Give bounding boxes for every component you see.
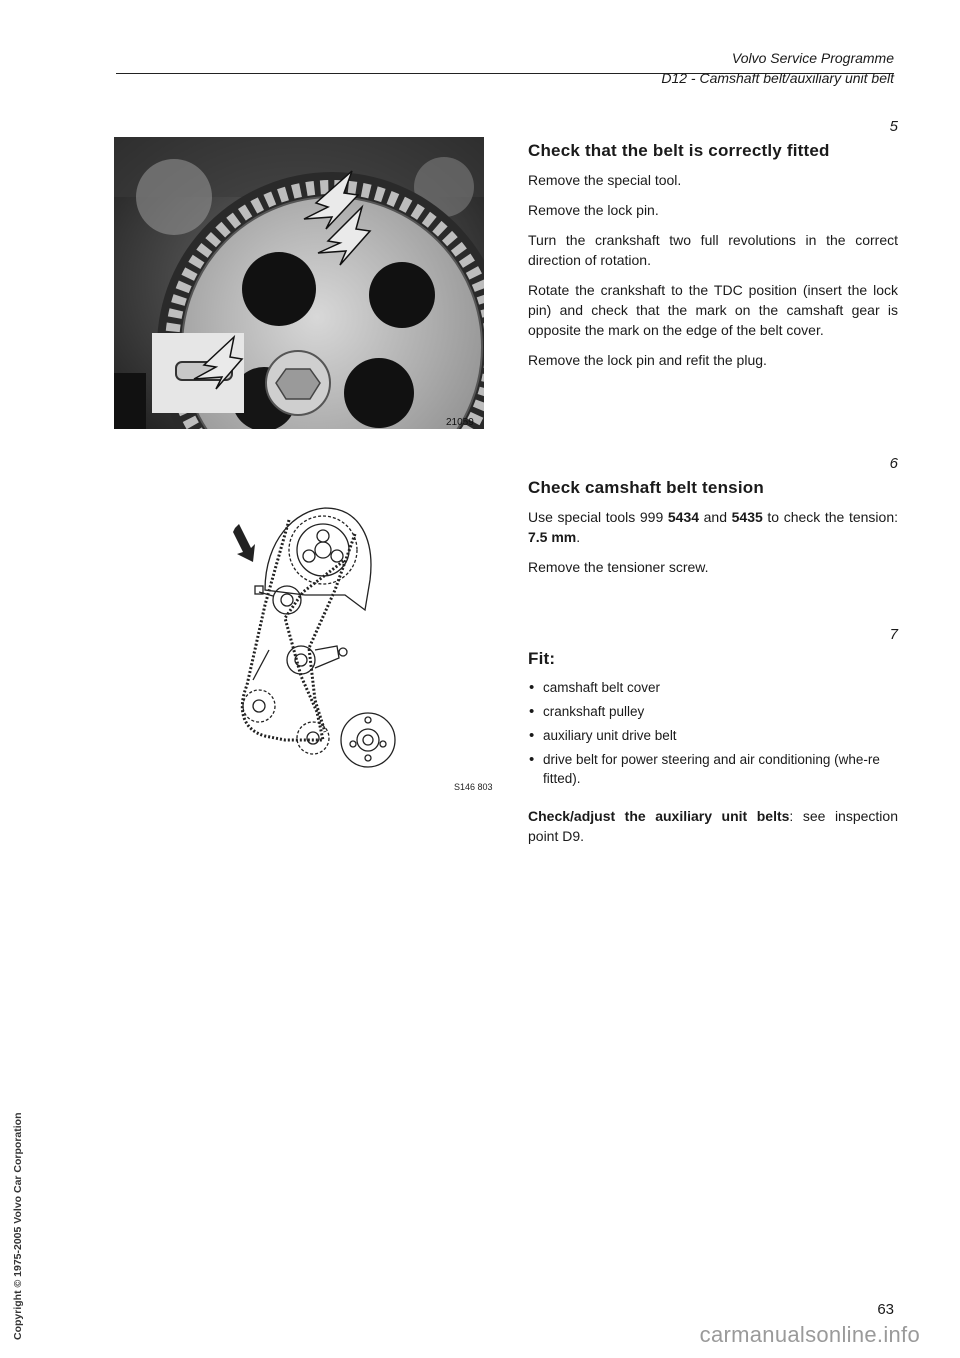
- final-instruction: [528, 806, 898, 846]
- step-number: 5: [889, 118, 898, 135]
- instruction-paragraph: Turn the crankshaft two full revolutions in the correct direction of rotation.: [528, 232, 898, 268]
- instruction-paragraph: Remove the tensioner screw.: [528, 559, 709, 575]
- step-7-section: [528, 626, 898, 856]
- list-item: • drive belt for power steering and air conditioning (whe-re fitted).: [528, 750, 898, 788]
- belt-routing-diagram: [225, 500, 405, 778]
- text-run: : see inspection point D9.: [528, 808, 898, 844]
- list-item: • auxiliary unit drive belt: [528, 726, 898, 745]
- step-title: Check that the belt is correctly fitted: [528, 141, 830, 160]
- header-section-title: D12 - Camshaft belt/auxiliary unit belt: [661, 70, 894, 86]
- page-header: [661, 48, 894, 88]
- copyright-notice: Copyright © 1975-2005 Volvo Car Corporation: [12, 1112, 24, 1340]
- fit-list: [528, 678, 898, 788]
- page-number: 63: [877, 1301, 894, 1318]
- list-item: • crankshaft pulley: [528, 702, 898, 721]
- instruction-paragraph: [528, 507, 898, 547]
- step-5-section: [528, 118, 898, 380]
- instruction-paragraph: Remove the lock pin and refit the plug.: [528, 352, 767, 368]
- diagram-figure-code: S146 803: [454, 782, 493, 792]
- tension-value: 7.5 mm: [528, 529, 577, 545]
- text-run: .: [576, 529, 581, 545]
- header-divider: [116, 73, 894, 74]
- step-number: 7: [889, 626, 898, 643]
- header-programme-title: Volvo Service Programme: [731, 50, 894, 66]
- text-run: to check the tension:: [762, 509, 898, 525]
- instruction-paragraph: Remove the lock pin.: [528, 202, 659, 218]
- text-run: and: [699, 509, 732, 525]
- photo-figure-code: 21059: [446, 417, 474, 428]
- step-title: Check camshaft belt tension: [528, 478, 764, 497]
- step-6-section: [528, 455, 898, 587]
- step-title: Fit:: [528, 649, 556, 668]
- camshaft-gear-photo: [114, 137, 484, 429]
- tool-number: 5434: [667, 509, 700, 525]
- text-run: Use special tools 999: [528, 509, 668, 525]
- instruction-paragraph: Remove the special tool.: [528, 172, 682, 188]
- site-watermark: carmanualsonline.info: [699, 1322, 920, 1347]
- instruction-paragraph: Rotate the crankshaft to the TDC position (insert the lock pin) and check that the mark on the camshaft gear is opposite the mark on the edge of the belt cover.: [528, 282, 898, 338]
- tool-number: 5435: [731, 509, 763, 525]
- step-number: 6: [889, 455, 898, 472]
- list-item: • camshaft belt cover: [528, 678, 898, 697]
- final-instruction-bold: Check/adjust the auxiliary unit belts: [528, 808, 790, 824]
